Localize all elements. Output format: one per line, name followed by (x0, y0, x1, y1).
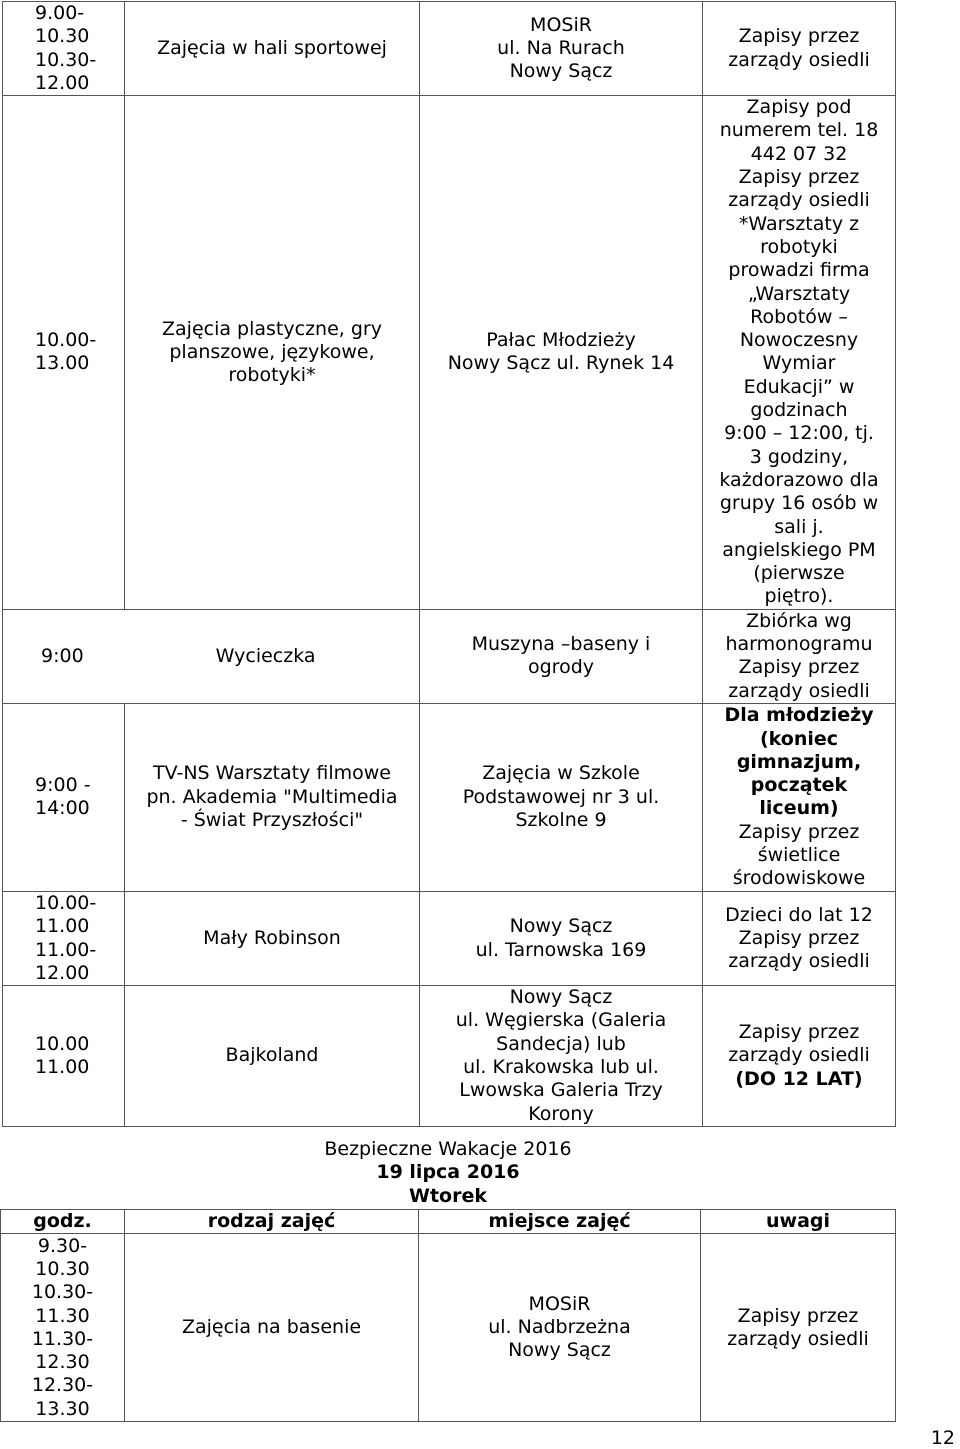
place-cell: Nowy Sącz ul. Tarnowska 169 (420, 891, 703, 985)
activity-cell: Zajęcia w hali sportowej (125, 2, 420, 96)
heading-program-title: Bezpieczne Wakacje 2016 (324, 1138, 572, 1160)
notes-cell: Dzieci do lat 12 Zapisy przez zarządy osiedli (703, 891, 896, 985)
time-cell: 10.00- 11.00 11.00- 12.00 (3, 891, 125, 985)
place-cell: Zajęcia w Szkole Podstawowej nr 3 ul. Szkolne 9 (420, 703, 703, 891)
activity-cell: Mały Robinson (125, 891, 420, 985)
heading-weekday: Wtorek (409, 1184, 487, 1207)
table-row (1, 1234, 896, 1422)
table-header-row (1, 1210, 896, 1234)
page-number: 12 (930, 1427, 955, 1449)
activity-cell: TV-NS Warsztaty filmowe pn. Akademia "Multimedia - Świat Przyszłości" (125, 703, 420, 891)
time-cell: 9:00 - 14:00 (3, 703, 125, 891)
table-row (3, 609, 896, 703)
activity-cell: Zajęcia plastyczne, gry planszowe, językowe, robotyki* (125, 96, 420, 610)
schedule-table-day (0, 1209, 896, 1422)
time-cell: 9.30- 10.30 10.30- 11.30 11.30- 12.30 12.30- 13.30 (1, 1234, 125, 1422)
place-cell: Muszyna –baseny i ogrody (420, 609, 703, 703)
table-row (3, 986, 896, 1127)
place-cell: MOSiR ul. Na Rurach Nowy Sącz (420, 2, 703, 96)
column-header-activity: rodzaj zajęć (125, 1210, 419, 1234)
column-header-place: miejsce zajęć (419, 1210, 701, 1234)
column-header-time: godz. (1, 1210, 125, 1234)
activity-cell: Zajęcia na basenie (125, 1234, 419, 1422)
schedule-table-previous-day (2, 1, 896, 1127)
place-cell: Nowy Sącz ul. Węgierska (Galeria Sandecja) lub ul. Krakowska lub ul. Lwowska Galeria Trzy Korony (420, 986, 703, 1127)
notes-cell: Zapisy przez zarządy osiedli (DO 12 LAT) (703, 986, 896, 1127)
time-cell: 10.00- 13.00 (3, 96, 125, 610)
table-row (3, 703, 896, 891)
place-cell: MOSiR ul. Nadbrzeżna Nowy Sącz (419, 1234, 701, 1422)
notes-cell: Zbiórka wg harmonogramu Zapisy przez zarządy osiedli (703, 609, 896, 703)
heading-date: 19 lipca 2016 (376, 1161, 520, 1184)
day-heading (298, 1138, 598, 1208)
notes-cell: Dla młodzieży (koniec gimnazjum, początek liceum) Zapisy przez świetlice środowiskowe (703, 703, 896, 891)
notes-cell: Zapisy przez zarządy osiedli (701, 1234, 896, 1422)
table-row (3, 891, 896, 985)
table-row (3, 96, 896, 610)
time-cell: 10.00 11.00 (3, 986, 125, 1127)
notes-cell: Zapisy przez zarządy osiedli (703, 2, 896, 96)
time-cell: 9.00- 10.30 10.30- 12.00 (3, 2, 125, 96)
place-cell: Pałac Młodzieży Nowy Sącz ul. Rynek 14 (420, 96, 703, 610)
time-activity-cell: 9:00 Wycieczka (3, 609, 420, 703)
column-header-notes: uwagi (701, 1210, 896, 1234)
table-row (3, 2, 896, 96)
activity-cell: Bajkoland (125, 986, 420, 1127)
notes-cell: Zapisy pod numerem tel. 18 442 07 32 Zapisy przez zarządy osiedli *Warsztaty z robotyki prowadzi firma „Warsztaty Robotów – Nowoczesny Wymiar Edukacji” w godzinach 9:00 – 12:00, tj. 3 godziny, każdorazowo dla grupy 16 osób w sali j. angielskiego PM (pierwsze piętro). (703, 96, 896, 610)
